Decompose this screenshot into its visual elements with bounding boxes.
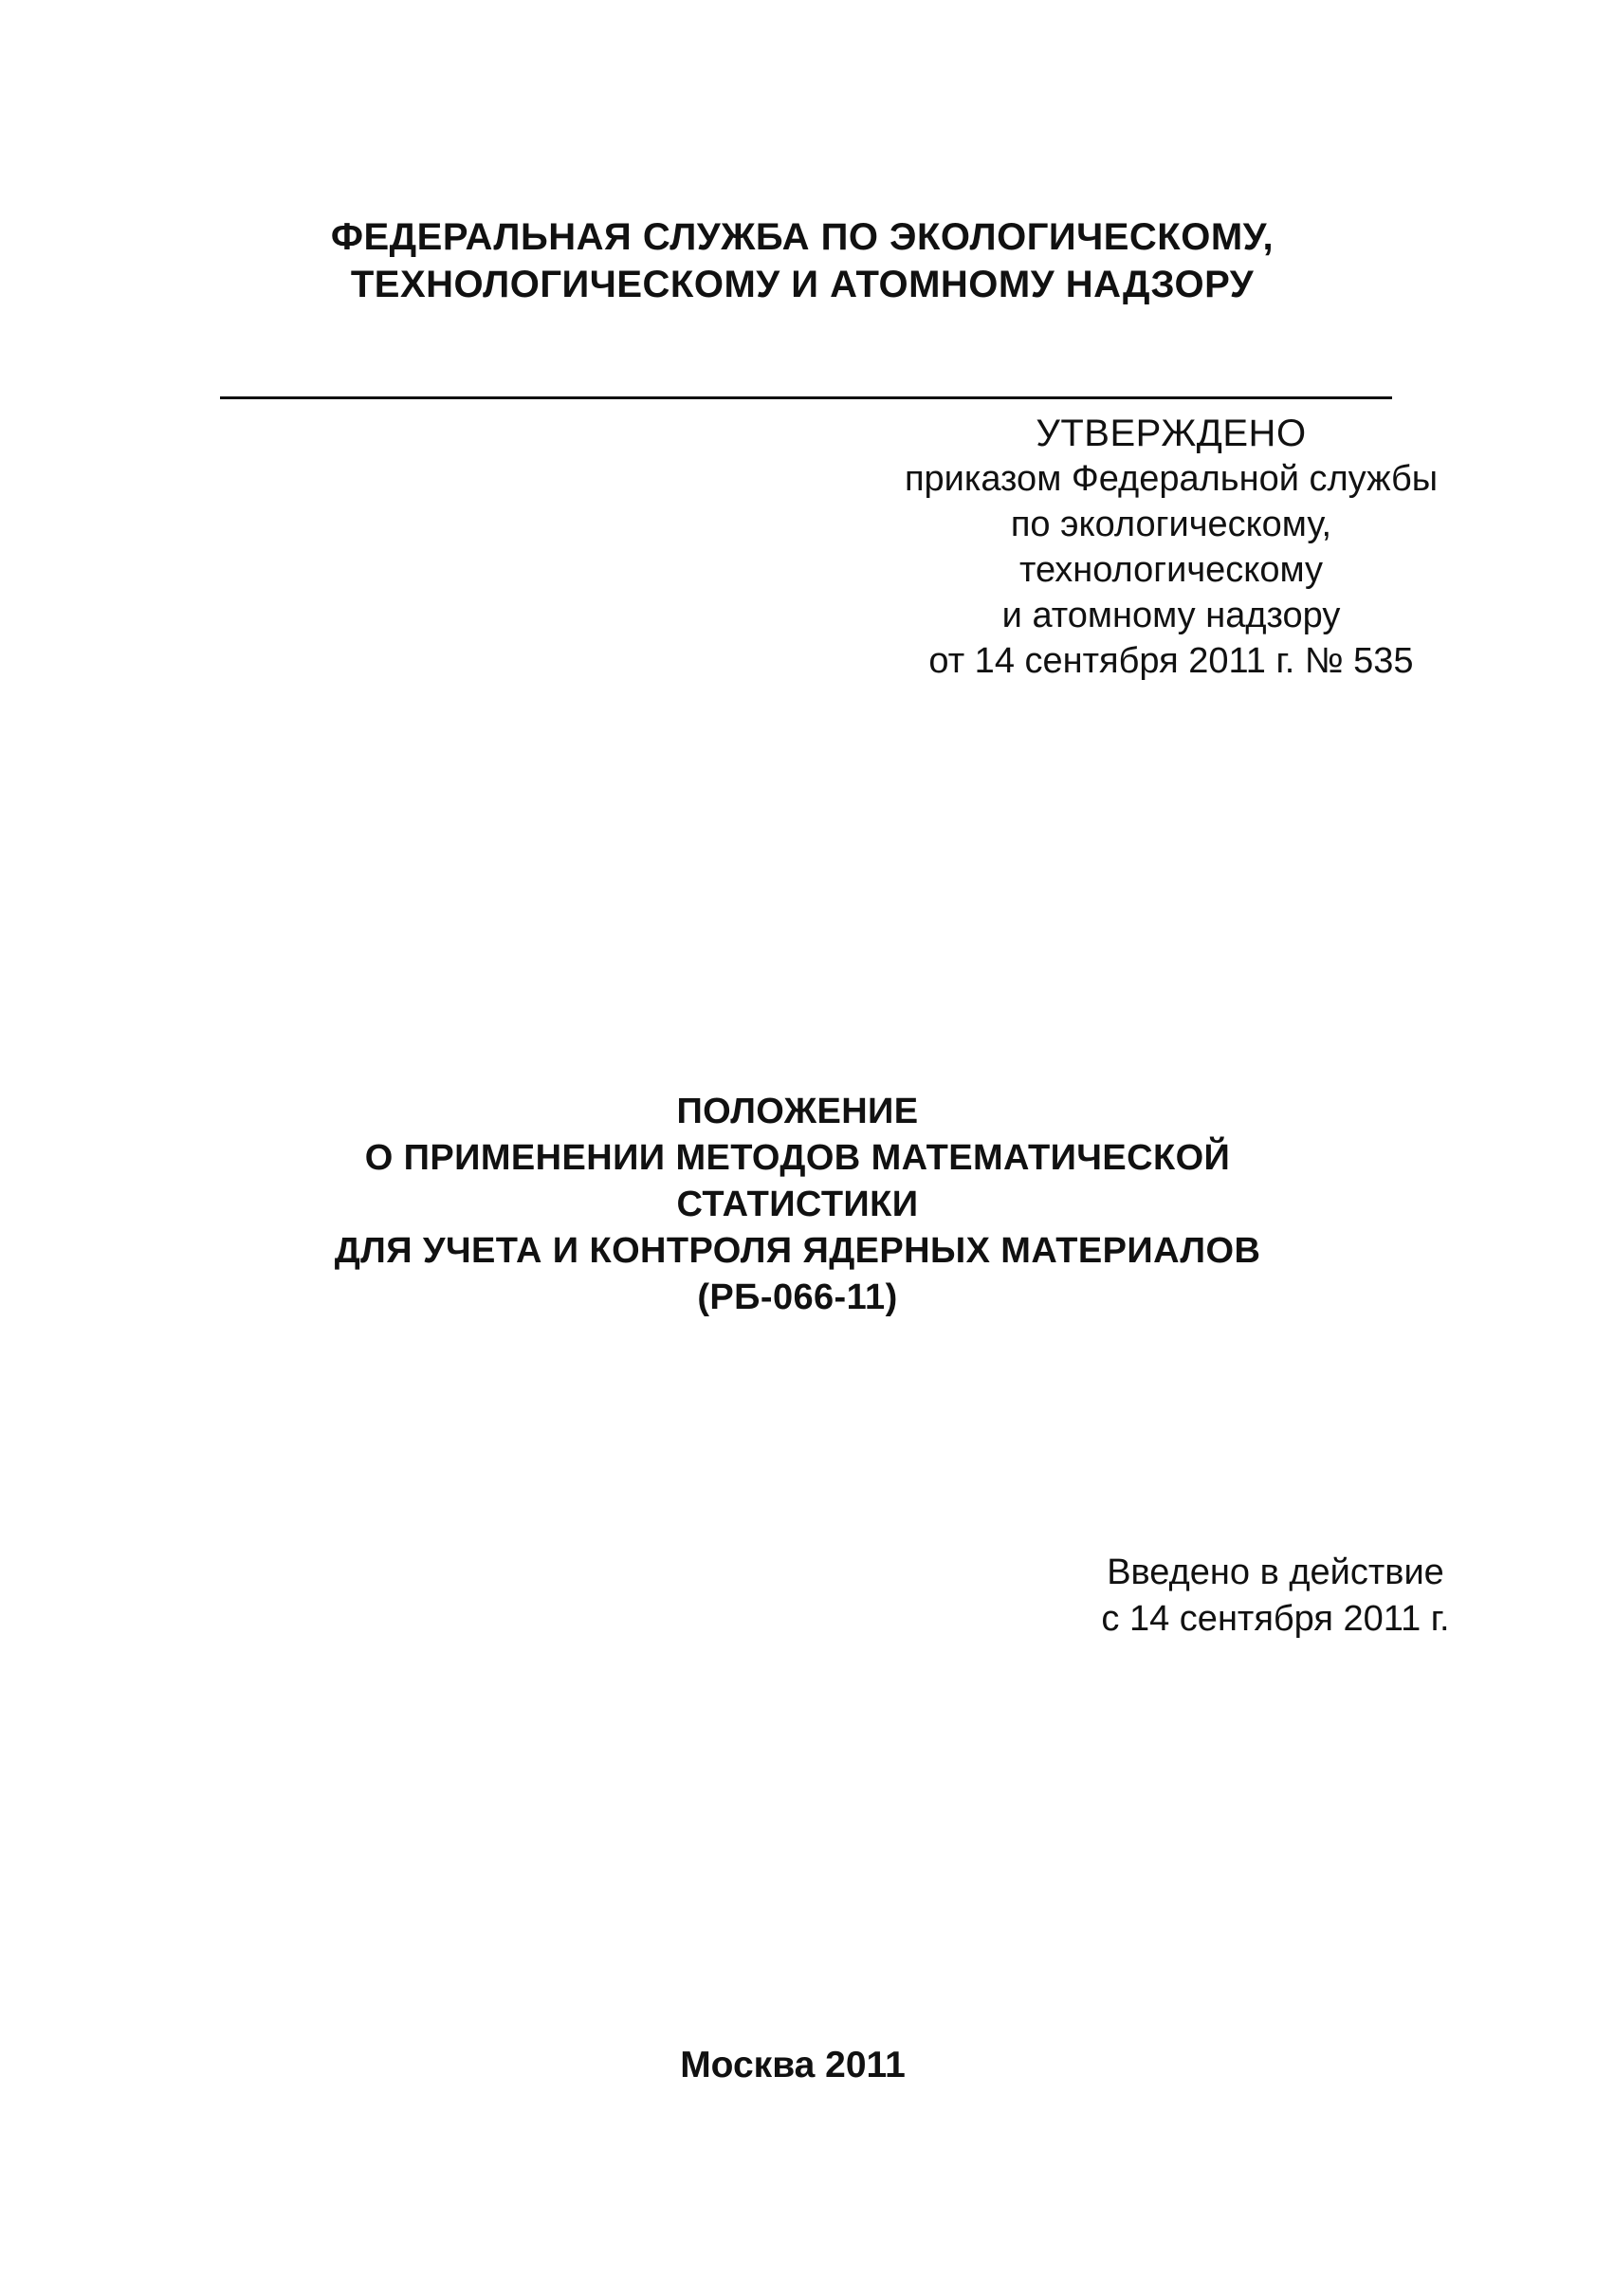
approval-line-1: приказом Федеральной службы <box>904 459 1439 499</box>
agency-name-line-1: ФЕДЕРАЛЬНАЯ СЛУЖБА ПО ЭКОЛОГИЧЕСКОМУ, <box>330 216 1275 258</box>
title-line-3: СТАТИСТИКИ <box>676 1185 919 1224</box>
title-line-5: (РБ-066-11) <box>697 1277 898 1317</box>
approval-line-2: по экологическому, <box>1010 505 1332 544</box>
effective-date-block <box>1076 1550 1475 1643</box>
approval-line-5: от 14 сентября 2011 г. № 535 <box>928 641 1414 681</box>
approval-line-4: и атомному надзору <box>1001 596 1341 635</box>
place-year: Москва 2011 <box>680 2045 906 2085</box>
effective-line-2: с 14 сентября 2011 г. <box>1101 1599 1450 1639</box>
approval-block <box>839 411 1503 684</box>
title-line-2: О ПРИМЕНЕНИИ МЕТОДОВ МАТЕМАТИЧЕСКОЙ <box>364 1138 1231 1178</box>
header-divider <box>220 396 1392 399</box>
title-line-1: ПОЛОЖЕНИЕ <box>676 1092 919 1131</box>
effective-line-1: Введено в действие <box>1107 1552 1444 1592</box>
approval-heading: УТВЕРЖДЕНО <box>1036 413 1307 454</box>
agency-name <box>0 213 1614 308</box>
document-title <box>0 1089 1614 1321</box>
agency-name-line-2: ТЕХНОЛОГИЧЕСКОМУ И АТОМНОМУ НАДЗОРУ <box>350 264 1255 305</box>
approval-line-3: технологическому <box>1018 550 1324 590</box>
title-line-4: ДЛЯ УЧЕТА И КОНТРОЛЯ ЯДЕРНЫХ МАТЕРИАЛОВ <box>334 1231 1261 1271</box>
publication-footer <box>0 2042 1614 2089</box>
